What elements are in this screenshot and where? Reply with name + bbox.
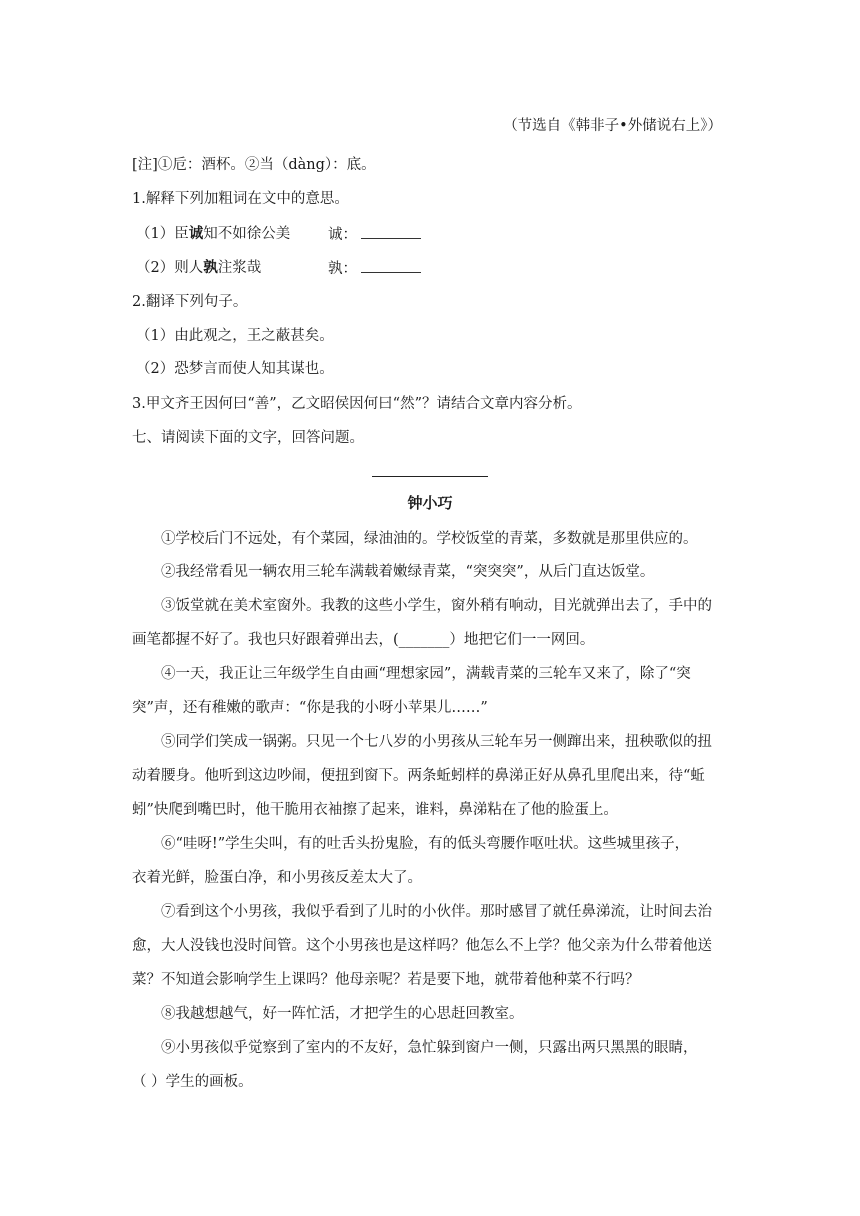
item-prefix: （1）臣 — [136, 226, 189, 242]
paragraph-line: 画笔都握不好了。我也只好跟着弹出去，(_______）地把它们一一网回。 — [132, 632, 595, 648]
title-rule — [372, 476, 488, 477]
source-citation: （节选自《韩非子•外储说右上》） — [503, 118, 722, 134]
answer-label: 诚： — [328, 224, 421, 245]
paragraph-line: （ ）学生的画板。 — [132, 1074, 253, 1090]
question-2-title: 2.翻译下列句子。 — [132, 294, 248, 310]
paragraph-line: ⑧我越想越气，好一阵忙活，才把学生的心思赶回教室。 — [161, 1006, 524, 1022]
paragraph-line: ⑤同学们笑成一锅粥。只见一个七八岁的小男孩从三轮车另一侧蹿出来，扭秧歌似的扭 — [161, 734, 712, 750]
paragraph-line: 衣着光鲜，脸蛋白净，和小男孩反差太大了。 — [132, 870, 422, 886]
section-7-heading: 七、请阅读下面的文字，回答问题。 — [132, 430, 364, 446]
paragraph-line: ②我经常看见一辆农用三轮车满载着嫩绿青菜，“突突突”，从后门直达饭堂。 — [161, 564, 655, 580]
answer-label: 孰： — [328, 258, 421, 279]
paragraph-line: ⑦看到这个小男孩，我似乎看到了儿时的小伙伴。那时感冒了就任鼻涕流，让时间去治 — [161, 904, 712, 920]
paragraph-line: 动着腰身。他听到这边吵闹，便扭到窗下。两条蚯蚓样的鼻涕正好从鼻孔里爬出来，待“蚯 — [132, 768, 705, 784]
question-3: 3.甲文齐王因何曰“善”，乙文昭侯因何曰“然”？请结合文章内容分析。 — [132, 396, 582, 412]
paragraph-line: ⑥“哇呀!”学生尖叫，有的吐舌头扮鬼脸，有的低头弯腰作呕吐状。这些城里孩子， — [161, 836, 690, 852]
paragraph-line: 蚓”快爬到嘴巴时，他干脆用衣袖擦了起来，谁料，鼻涕粘在了他的脸蛋上。 — [132, 802, 618, 818]
bold-word: 孰 — [203, 259, 218, 276]
question-1-title: 1.解释下列加粗词在文中的意思。 — [132, 191, 349, 207]
article-title: 钟小巧 — [407, 494, 453, 512]
question-2-item-2: （2）恐梦言而使人知其谋也。 — [136, 361, 334, 377]
paragraph-line: 菜？不知道会影响学生上课吗？他母亲呢？若是要下地，就带着他种菜不行吗？ — [132, 972, 640, 988]
question-1-item-2 — [136, 258, 732, 278]
annotation-note: [注]①卮：酒杯。②当（dàng）：底。 — [132, 157, 376, 173]
paragraph-line: ③饭堂就在美术室窗外。我教的这些小学生，窗外稍有响动，目光就弹出去了，手中的 — [161, 598, 712, 614]
paragraph-line: ④一天，我正让三年级学生自由画“理想家园”，满载青菜的三轮车又来了，除了“突 — [161, 666, 691, 682]
answer-blank[interactable] — [361, 224, 421, 239]
item-prefix: （2）则人 — [136, 260, 204, 276]
item-suffix: 注浆哉 — [217, 260, 262, 276]
paragraph-line: ⑨小男孩似乎觉察到了室内的不友好，急忙躲到窗户一侧，只露出两只黑黑的眼睛， — [161, 1040, 698, 1056]
answer-blank[interactable] — [361, 258, 421, 273]
paragraph-line: 愈，大人没钱也没时间管。这个小男孩也是这样吗？他怎么不上学？他父亲为什么带着他送 — [132, 938, 712, 954]
paragraph-line: 突”声，还有稚嫩的歌声：“你是我的小呀小苹果儿……” — [132, 700, 488, 716]
paragraph-line: ①学校后门不远处，有个菜园，绿油油的。学校饭堂的青菜，多数就是那里供应的。 — [161, 531, 698, 547]
bold-word: 诚 — [188, 225, 204, 242]
question-1-item-1 — [136, 224, 732, 244]
question-2-item-1: （1）由此观之，王之蔽甚矣。 — [136, 328, 334, 344]
item-suffix: 知不如徐公美 — [203, 226, 291, 242]
